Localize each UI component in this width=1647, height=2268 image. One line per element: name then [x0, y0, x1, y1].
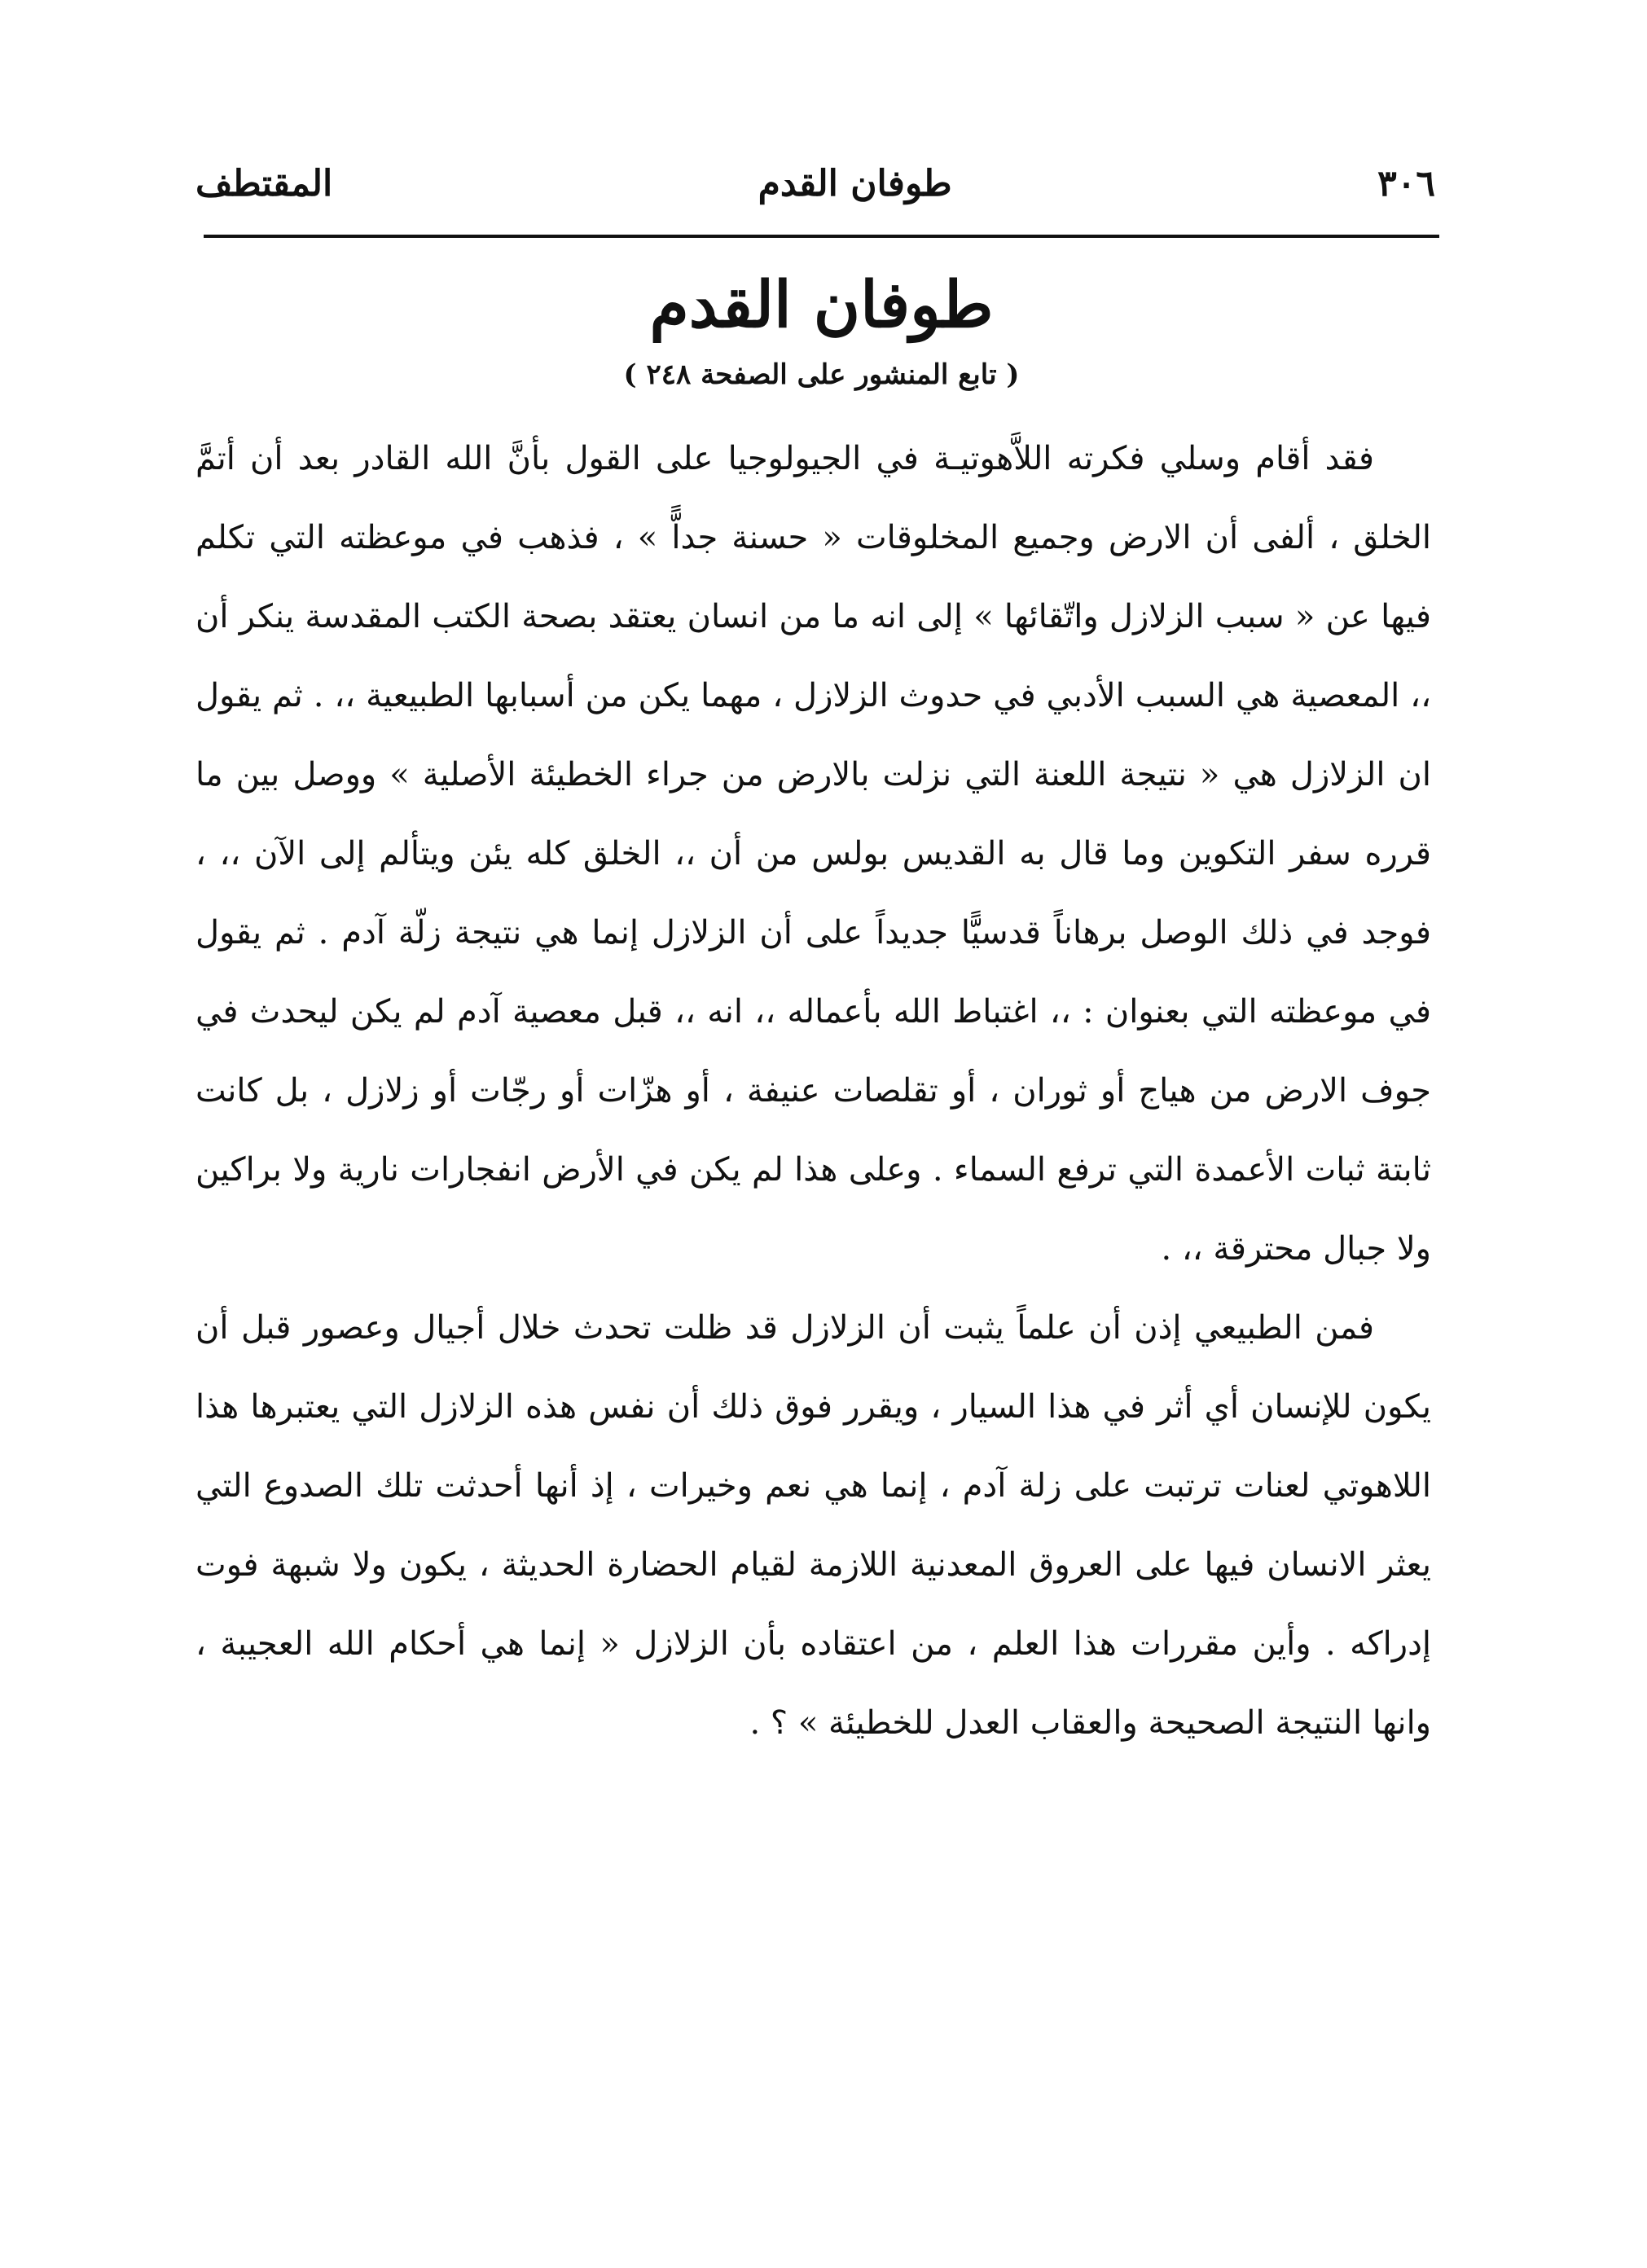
article-body [195, 420, 1431, 1763]
paragraph-1: فقد أقام وسلي فكرته اللاَّهوتيـة في الجيولوجيا على القول بأنَّ الله القادر بعد أن أتمَّ الخلق ، ألفى أن الارض وجميع المخلوقات « حسنة جداًّ » ، فذهب في موعظته التي تكلم فيها عن « سبب الزلازل واتّقائها » إلى انه ما من انسان يعتقد بصحة الكتب المقدسة ينكر أن ،، المعصية هي السبب الأدبي في حدوث الزلازل ، مهما يكن من أسبابها الطبيعية ،، . ثم يقول ان الزلازل هي « نتيجة اللعنة التي نزلت بالارض من جراء الخطيئة الأصلية » ووصل بين ما قرره سفر التكوين وما قال به القديس بولس من أن ،، الخلق كله يئن ويتألم إلى الآن ،، ، فوجد في ذلك الوصل برهاناً قدسيًّا جديداً على أن الزلازل إنما هي نتيجة زلّة آدم . ثم يقول في موعظته التي بعنوان : ،، اغتباط الله بأعماله ،، انه ،، قبل معصية آدم لم يكن ليحدث في جوف الارض من هياج أو ثوران ، أو تقلصات عنيفة ، أو هزّات أو رجّات أو زلازل ، بل كانت ثابتة ثبات الأعمدة التي ترفع السماء . وعلى هذا لم يكن في الأرض انفجارات نارية ولا براكين ولا جبال محترقة ،، . [195, 440, 1432, 1268]
running-title: طوفان القدم [758, 162, 952, 204]
article-title: طوفان القدم [649, 268, 994, 342]
journal-name: المقتطف [195, 162, 333, 204]
header-divider [204, 235, 1439, 238]
page-number: ٣٠٦ [1377, 162, 1435, 204]
paragraph-2: فمن الطبيعي إذن أن علماً يثبت أن الزلازل قد ظلت تحدث خلال أجيال وعصور قبل أن يكون للإنسان أي أثر في هذا السيار ، ويقرر فوق ذلك أن نفس هذه الزلازل التي يعتبرها هذا اللاهوتي لعنات ترتبت على زلة آدم ، إنما هي نعم وخيرات ، إذ أنها أحدثت تلك الصدوع التي يعثر الانسان فيها على العروق المعدنية اللازمة لقيام الحضارة الحديثة ، يكون ولا شبهة فوت إدراكه . وأين مقررات هذا العلم ، من اعتقاده بأن الزلازل « إنما هي أحكام الله العجيبة ، وانها النتيجة الصحيحة والعقاب العدل للخطيئة » ؟ . [195, 1309, 1432, 1742]
running-header [195, 151, 1435, 216]
continuation-note: ( تابع المنشور على الصفحة ٢٤٨ ) [623, 358, 1020, 391]
